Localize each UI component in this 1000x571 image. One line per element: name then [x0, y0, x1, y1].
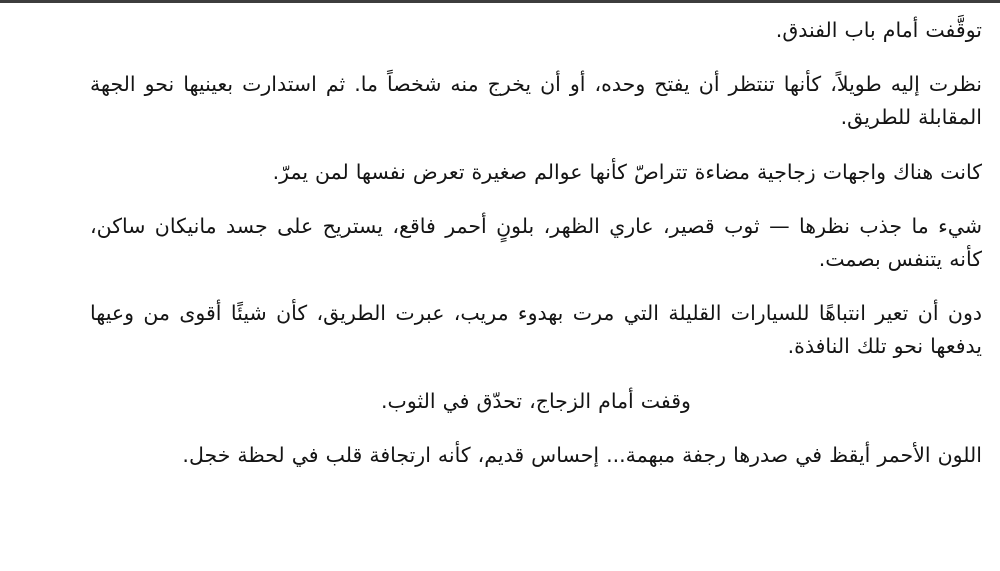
- paragraph-2: نظرت إليه طويلاً، كأنها تنتظر أن يفتح وحده، أو أن يخرج منه شخصاً ما. ثم استدارت بعينيها نحو الجهة المقابلة للطريق.: [90, 72, 982, 130]
- document-body: [90, 14, 982, 472]
- paragraph-6: وقفت أمام الزجاج، تحدّق في الثوب.: [381, 388, 691, 413]
- paragraph-5: دون أن تعير انتباهًا للسيارات القليلة التي مرت بهدوء مريب، عبرت الطريق، كأن شيئًا أقوى من وعيها يدفعها نحو تلك النافذة.: [90, 301, 982, 359]
- paragraph-4: شيء ما جذب نظرها — ثوب قصير، عاري الظهر، بلونٍ أحمر فاقع، يستريح على جسد مانيكان ساكن، كأنه يتنفس بصمت.: [90, 213, 982, 272]
- paragraph-1: توقَّفت أمام باب الفندق.: [775, 18, 982, 42]
- paragraph-3: كانت هناك واجهات زجاجية مضاءة تتراصّ كأنها عوالم صغيرة تعرض نفسها لمن يمرّ.: [272, 159, 982, 184]
- page-top-rule: [0, 0, 1000, 3]
- paragraph-7: اللون الأحمر أيقظ في صدرها رجفة مبهمة... إحساس قديم، كأنه ارتجافة قلب في لحظة خجل.: [182, 442, 982, 467]
